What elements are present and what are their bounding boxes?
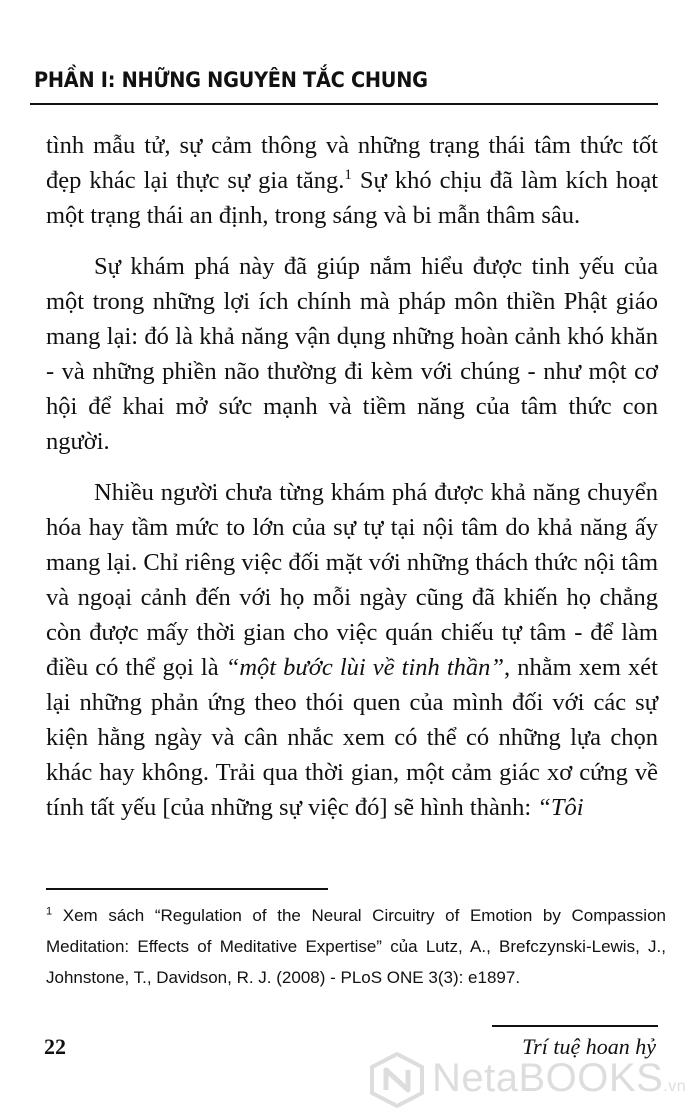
footnote	[46, 900, 666, 993]
footer-rule	[492, 1025, 658, 1027]
watermark-name: NetaBOOKS	[432, 1056, 664, 1100]
footnote-text: Xem sách “Regulation of the Neural Circuitry of Emotion by Compassion Meditation: Effects of Meditative Expertise” của Lutz, A., Brefczynski-Lewis, J., Johnstone, T., Davidson, R. J. (2008) - PLoS ONE 3(3): e1897.	[46, 906, 666, 987]
paragraph-1	[46, 128, 658, 233]
footnote-rule	[46, 888, 328, 890]
paragraph-3-quote: “một bước lùi về tinh thần”	[225, 654, 505, 681]
page-number: 22	[44, 1034, 66, 1059]
paragraph-3-quote-start: “Tôi	[537, 794, 584, 821]
footnote-reference: 1	[344, 166, 352, 183]
header-rule	[30, 103, 658, 105]
watermark	[368, 1052, 698, 1108]
paragraph-3-text-a: Nhiều người chưa từng khám phá được khả năng chuyển hóa hay tầm mức to lớn của sự tự tại nội tâm do khả năng ấy mang lại. Chỉ riêng việc đối mặt với những thách thức nội tâm và ngoại cảnh đến với họ mỗi ngày cũng đã khiến họ chẳng còn được mấy thời gian cho việc quán chiếu tự tâm - để làm điều có thể gọi là	[46, 479, 658, 681]
body-text	[46, 128, 658, 825]
netabooks-logo-icon	[368, 1052, 426, 1108]
running-header: PHẦN I: NHỮNG NGUYÊN TẮC CHUNG	[34, 68, 428, 92]
paragraph-3-text-b: , nhằm xem xét lại những phản ứng theo thói quen của mình đối với các sự kiện hằng ngày và cân nhắc xem có thể có những lựa chọn khác hay không. Trải qua thời gian, một cảm giác xơ cứng về tính tất yếu [của những sự việc đó] sẽ hình thành:	[46, 654, 658, 821]
paragraph-1-text-a: tình mẫu tử, sự cảm thông và những trạng thái tâm thức tốt đẹp khác lại thực sự gia tăng.	[46, 132, 658, 194]
footnote-number: 1	[46, 905, 53, 918]
paragraph-1-text-b: Sự khó chịu đã làm kích hoạt một trạng thái an định, trong sáng và bi mẫn thâm sâu.	[46, 167, 659, 229]
watermark-text	[432, 1056, 686, 1101]
book-title: Trí tuệ hoan hỷ	[522, 1034, 656, 1059]
paragraph-3	[46, 475, 658, 825]
paragraph-2: Sự khám phá này đã giúp nắm hiểu được tinh yếu của một trong những lợi ích chính mà pháp môn thiền Phật giáo mang lại: đó là khả năng vận dụng những hoàn cảnh khó khăn - và những phiền não thường đi kèm với chúng - như một cơ hội để khai mở sức mạnh và tiềm năng của tâm thức con người.	[46, 253, 658, 455]
watermark-domain: .vn	[663, 1078, 687, 1095]
